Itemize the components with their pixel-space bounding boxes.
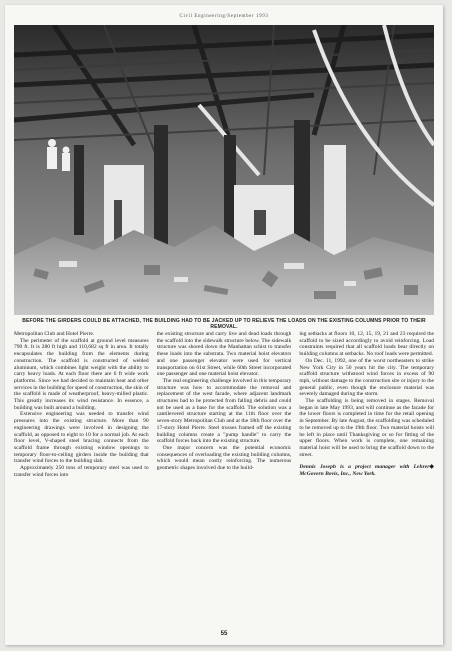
paragraph: ing setbacks at floors 10, 12, 15, 19, 21 and 23 required the scaffold to be sized accordingly to avoid reinforcing. Load constraints required that all scaffold loads bear directly on building columns at setbacks. No roof loads were permitted. xyxy=(299,331,435,358)
paragraph: One major concern was the potential economic consequences of overloading the existing building columns, which would mean costly reinforcing. The numerous geometric shapes involved due to the build- xyxy=(156,444,292,472)
author-byline-block xyxy=(299,464,434,477)
paragraph: Approximately 250 tons of temporary steel was used to transfer wind forces into xyxy=(14,465,149,478)
paragraph: Extensive engineering was needed to transfer wind pressures into the existing structure. More than 90 engineering drawings were involved in designing the scaffold, as opposed to eight to 10 for a normal job. At each floor level, V-shaped steel bracing connects from the scaffold frame through existing window openings to temporary floor-to-ceiling girders inside the building that transfer wind forces to the building slab. xyxy=(14,411,149,465)
photo-caption: BEFORE THE GIRDERS COULD BE ATTACHED, THE BUILDING HAD TO BE JACKED UP TO RELIEVE THE LOADS ON THE EXISTING COLUMNS PRIOR TO THEIR REMOVAL. xyxy=(22,318,426,330)
article-column-3 xyxy=(299,331,434,621)
end-mark-icon: ◆ xyxy=(429,464,435,471)
paragraph: Metropolitan Club and Hotel Pierre. xyxy=(14,331,95,337)
construction-photo-icon xyxy=(14,25,434,315)
article-column-1 xyxy=(14,331,149,621)
author-byline: Dennis Joseph is a project manager with Lehrer McGovern Bovis, Inc., New York. xyxy=(299,464,430,478)
running-head: Civil Engineering/September 1993 xyxy=(179,14,269,19)
magazine-page xyxy=(5,5,443,645)
page-number: 55 xyxy=(220,631,228,637)
article-column-2 xyxy=(157,331,292,621)
construction-photo xyxy=(14,25,434,315)
paragraph: The scaffolding is being removed in stages. Removal began in late May 1993, and will continue as the facade for the lower floors is completed in time for the retail opening in September. By late August, the scaffolding was scheduled to be removed up to the 19th floor. Two material hoists will be left in place until Thanksgiving or so for fitting of the upper floors. When work is complete, one remaining material hoist will be used to bring the scaffold down to the street. xyxy=(299,398,435,458)
paragraph: the existing structure and carry live and dead loads through the scaffold into the sidewalk structure below. The sidewalk structure was shored down the Manhattan schist to transfer these loads into the substrata. Two material hoist elevators and one passenger elevator were used for vertical transportation on 61st Street, while 60th Street incorporated one passenger and one material hoist elevator. xyxy=(156,331,292,378)
paragraph: The real engineering challenge involved in this temporary structure was how to accommodate the removal and replacement of the west facade, where adjacent landmark structures had to be protected from falling debris and could not be used as a base for the scaffold. The solution was a cantilevered structure starting at the 11th floor over the seven-story Metropolitan Club and at the 18th floor over the 17-story Hotel Pierre. Steel trusses framed off the existing building columns create a "pump handle" to carry the scaffold forces back into the existing structure. xyxy=(156,377,292,445)
article-body xyxy=(14,331,434,621)
paragraph: On Dec. 11, 1992, one of the worst northeasters to strike New York City in 50 years hit the city. The temporary scaffold structure withstood wind forces in excess of 90 mph, without damage to the construction site or injury to the general public, even though the enclosure material was severely damaged during the storm. xyxy=(299,357,435,398)
paragraph: The perimeter of the scaffold at ground level measures 790 ft. It is 280 ft high and 110,682 sq ft in area. It totally encapsulates the building from the elements during construction. The scaffold is constructed of welded aluminum, which combines light weight with the ability to carry heavy loads. At each floor there are 6 ft wide work platforms. Since we had decided to maintain heat and other services in the building for speed of construction, the skin of the scaffold is made of weatherproof, heavy-milled plastic. This greatly increases its wind resistance. In essence, a building was built around a building. xyxy=(14,337,149,411)
